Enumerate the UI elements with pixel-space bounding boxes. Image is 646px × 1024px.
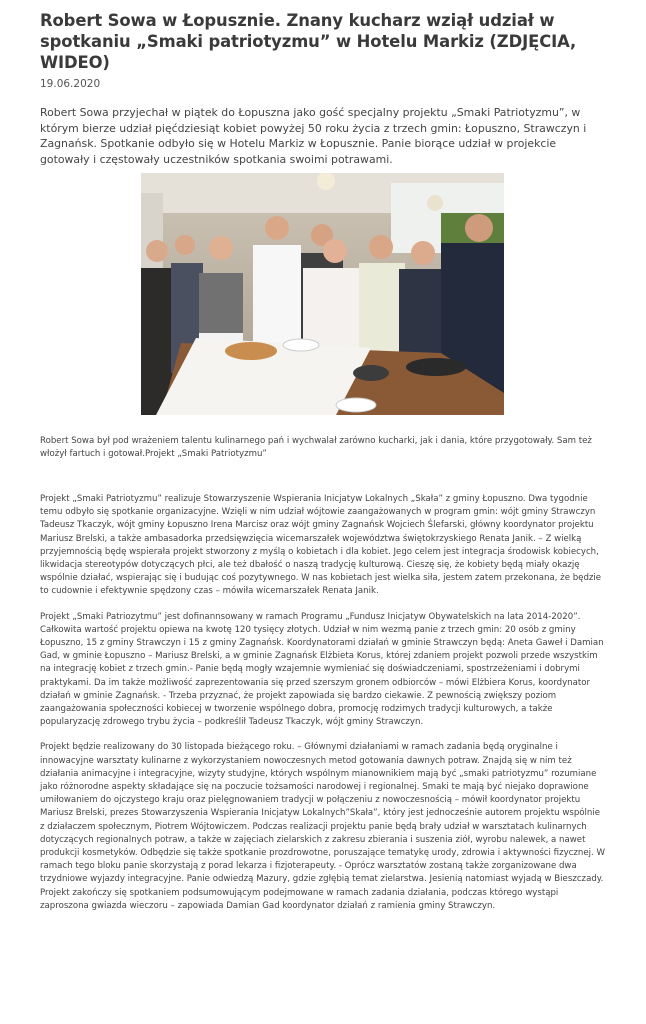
article-date: 19.06.2020 bbox=[40, 78, 101, 90]
paragraph: Projekt będzie realizowany do 30 listopada bieżącego roku. – Głównymi działaniami w ramach zadania będą oryginalne i innowacyjne warsztaty kulinarne z wykorzystaniem nowoczesnych metod gotowania dawnych potraw. Znajdą się w nim też działania animacyjne i integracyjne, wizyty studyjne, których wspólnym mianownikiem mają być „smaki patriotyzmu” rozumiane jako różnorodne aspekty składające się na poczucie tożsamości narodowej i regionalnej. Smaki te mają być niejako doprawione umiłowaniem do ojczystego kraju oraz pielęgnowaniem tradycji w połączeniu z nowoczesnością – mówił koordynator projektu Mariusz Brelski, prezes Stowarzyszenia Wspierania Inicjatyw Lokalnych”Skała”, który jest jednocześnie autorem projektu wspólnie z działaczem społecznym, Piotrem Wójtowiczem. Podczas realizacji projektu panie będą brały udział w warsztatach kulinarnych dotyczących regionalnych potraw, a także w zajęciach zielarskich z zakresu zbierania i suszenia ziół, wyrobu nalewek, a nawet produkcji kosmetyków. Odbędzie się także spotkanie prozdrowotne, poruszające tematykę urody, zdrowia i aktywności fizycznej. W ramach tego bloku panie skorzystają z porad lekarza i fizjoterapeuty. - Oprócz warsztatów zostaną także zorganizowane dwa trzydniowe wyjazdy integracyjne. Panie odwiedzą Mazury, gdzie zgłębią temat zielarstwa. Jesienią natomiast wyjadą w Bieszczady. Projekt zakończy się spotkaniem podsumowującym podejmowane w ramach zadania działania, podczas którego wystąpi zaproszona gwiazda wieczoru – zapowiada Damian Gad koordynator działań z ramienia gminy Strawczyn. bbox=[40, 742, 605, 911]
group-photo-image bbox=[141, 173, 504, 415]
article-body bbox=[40, 493, 606, 925]
paragraph: Projekt „Smaki Patriotyzmu” realizuje Stowarzyszenie Wspierania Inicjatyw Lokalnych „Skała” z gminy Łopuszno. Dwa tygodnie temu odbyło się spotkanie organizacyjne. Wzięli w nim udział wójtowie zaangażowanych w program gmin: wójt gminy Strawczyn Tadeusz Tkaczyk, wójt gminy Łopuszno Irena Marcisz oraz wójt gminy Zagnańsk Wojciech Ślefarski, główny koordynator projektu Mariusz Brelski, a także ambasadorka przedsięwzięcia wicemarszałek województwa świętokrzyskiego Renata Janik. – Z wielką przyjemnością będę wspierała projekt stworzony z myślą o kobietach i dla kobiet. Jego celem jest integracja środowisk kobiecych, likwidacja stereotypów dotyczących płci, ale też dbałość o naszą tradycję kulturową. Cieszę się, że kobiety będą miały okazję wspólnie działać, wspierając się i budując coś pozytywnego. W nas kobietach jest wielka siła, jestem zatem przekonana, że będzie to cudownie i efektywnie spędzony czas – mówiła wicemarszałek Renata Janik. bbox=[40, 494, 602, 597]
paragraph: Projekt „Smaki Patriozytmu” jest dofinannsowany w ramach Programu „Fundusz Inicjatyw Obywatelskich na lata 2014-2020”. Całkowita wartość projektu opiewa na kwotę 120 tysięcy złotych. Udział w nim wezmą panie z trzech gmin: 20 osób z gminy Łopuszno, 15 z gminy Strawczyn i 15 z gminy Zagnańsk. Koordynatorami działań w gminie Strawczyn będą: Aneta Gaweł i Damian Gad, w gminie Łopuszno – Mariusz Brelski, a w gminie Zagnańsk Elżbieta Korus, której zdaniem projekt pozwoli przede wszystkim na integrację kobiet z trzech gmin.- Panie będą mogły wzajemnie wymieniać się doświadczeniami, spostrzeżeniami i dobrymi praktykami. Da im także możliwość zaprezentowania się przed szerszym gronem odbiorców – mówi Elżbiera Korus, koordynator działań w gminie Zagnańsk. - Trzeba przyznać, że projekt zapowiada się bardzo ciekawie. Z pewnością zwiększy poziom zaangażowania społeczności kobiecej w tworzenie wspólnego dobra, promocję rodzimych tradycji kulturowych, a także popularyzację zdrowego trybu życia – podkreślił Tadeusz Tkaczyk, wójt gminy Strawczyn. bbox=[40, 611, 604, 728]
photo-caption: Robert Sowa był pod wrażeniem talentu kulinarnego pań i wychwalał zarówno kucharki, jak i dania, które przygotowały. Sam też włożył fartuch i gotował.Projekt „Smaki Patriotyzmu” bbox=[40, 436, 592, 459]
article-title: Robert Sowa w Łopusznie. Znany kucharz wziął udział w spotkaniu „Smaki patriotyzmu” w Hotelu Markiz (ZDJĘCIA, WIDEO) bbox=[40, 11, 577, 72]
article-lead: Robert Sowa przyjechał w piątek do Łopuszna jako gość specjalny projektu „Smaki Patriotyzmu”, w którym bierze udział pięćdziesiąt kobiet powyżej 50 roku życia z trzech gmin: Łopuszno, Strawczyn i Zagnańsk. Spotkanie odbyło się w Hotelu Markiz w Łopusznie. Panie biorące udział w projekcie gotowały i częstowały uczestników spotkania swoimi potrawami. bbox=[40, 106, 587, 166]
article-photo[interactable] bbox=[141, 173, 504, 415]
article bbox=[40, 0, 606, 911]
